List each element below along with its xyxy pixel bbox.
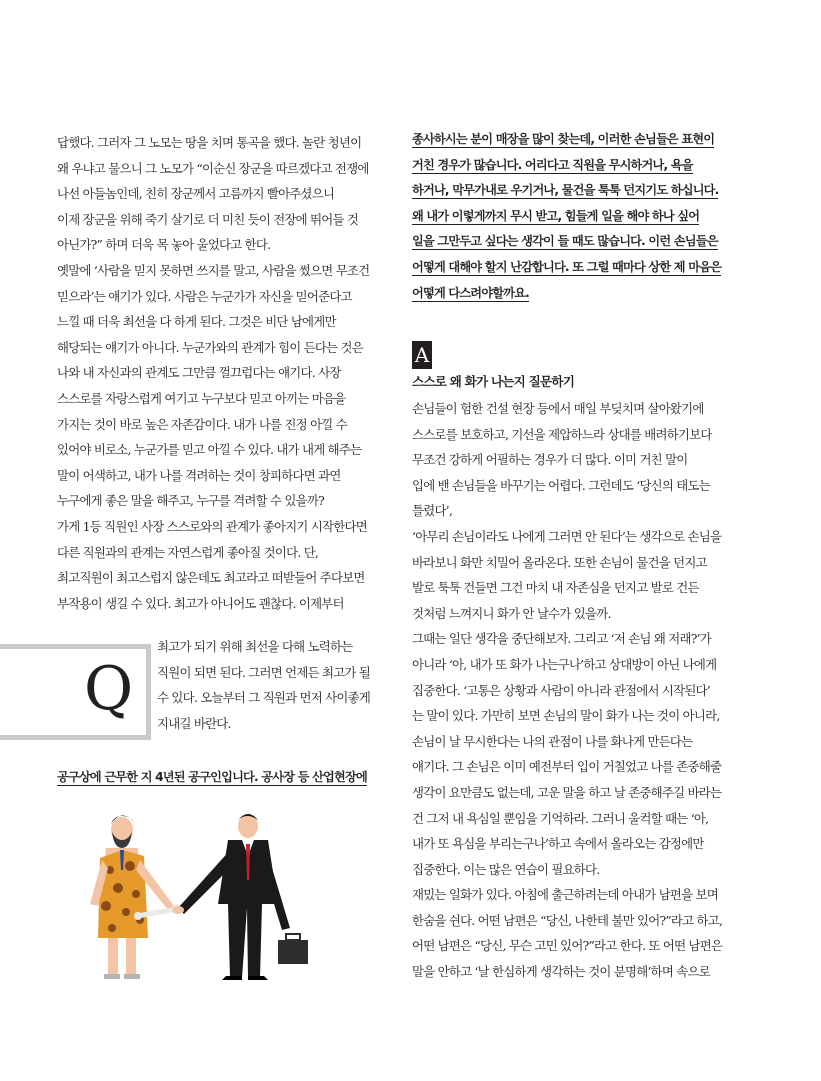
next-question (57, 768, 367, 794)
question-line (412, 284, 742, 310)
text-line: 재밌는 일화가 있다. 아침에 출근하려는데 아내가 남편을 보며 (412, 887, 718, 903)
text-line: 다른 직원과의 관계는 자연스럽게 좋아질 것이다. 단, (57, 544, 319, 560)
caveman-figure (90, 815, 180, 979)
question-line (412, 232, 742, 258)
q-letter: Q (80, 654, 137, 724)
text-line: 누구에게 좋은 말을 해주고, 누구를 격려할 수 있을까? (57, 493, 325, 509)
question-line (412, 156, 742, 182)
text-line: 가지는 것이 바로 높은 자존감이다. 내가 나를 진정 아낄 수 (57, 416, 347, 432)
text-line: ‘아무리 손님이라도 나에게 그러면 안 된다’는 생각으로 손님을 (412, 528, 722, 544)
businessman-figure (172, 814, 308, 980)
text-line: 이제 장군을 위해 죽기 살기로 더 미친 듯이 전장에 뛰어들 것 (57, 211, 359, 227)
text-line: 입에 밴 손님들을 바꾸기는 어렵다. 그런데도 ‘당신의 태도는 (412, 477, 710, 493)
text-line: 말이 어색하고, 내가 나를 격려하는 것이 창피하다면 과연 (57, 467, 341, 483)
text-line: 나와 내 자신과의 관계도 그만큼 껄끄럽다는 얘기다. 사장 (57, 365, 341, 381)
answer-body (412, 396, 722, 985)
left-paragraph-3 (57, 514, 387, 616)
left-paragraph-2 (57, 258, 387, 514)
question-text: 어떻게 다스려야할까요. (412, 285, 530, 300)
text-line: 그때는 일단 생각을 중단해보자. 그리고 ‘저 손님 왜 저래?’가 (412, 631, 712, 647)
right-column-question (412, 130, 742, 309)
left-column (57, 130, 387, 616)
text-line: 손님이 날 무시한다는 나의 관점이 나를 화나게 만든다는 (412, 733, 693, 749)
answer-letter: A (412, 341, 432, 369)
text-line: 건 그저 내 욕심일 뿐임을 기억하라. 그러니 울컥할 때는 ‘아, (412, 810, 709, 826)
text-line: 얘기다. 그 손님은 이미 예전부터 입이 거칠었고 나를 존중해줄 (412, 759, 722, 775)
question-text: 하거나, 막무가내로 우기거나, 물건을 툭툭 던지기도 하십니다. (412, 183, 719, 198)
text-line: 어떤 남편은 “당신, 무슨 고민 있어?”라고 한다. 또 어떤 남편은 (412, 938, 723, 954)
text-line: 내가 또 욕심을 부리는구나’하고 속에서 올라오는 감정에만 (412, 836, 704, 852)
q-box (0, 644, 150, 734)
q-box-text (157, 634, 387, 736)
text-line: 바라보니 화만 치밀어 올라온다. 또한 손님이 물건을 던지고 (412, 554, 707, 570)
left-paragraph-1 (57, 130, 387, 258)
text-line: 가게 1등 직원인 사장 스스로와의 관계가 좋아지기 시작한다면 (57, 518, 367, 534)
text-line: 직원이 되면 된다. 그러면 언제든 최고가 될 (157, 664, 371, 680)
text-line: 집중한다. ‘고통은 상황과 사람이 아니라 관점에서 시작된다’ (412, 682, 710, 698)
answer-heading: 스스로 왜 화가 나는지 질문하기 (412, 374, 575, 389)
text-line: 최고가 되기 위해 최선을 다해 노력하는 (157, 639, 353, 654)
text-line: 해당되는 얘기가 아니다. 누군가와의 관계가 힘이 든다는 것은 (57, 339, 363, 355)
question-text: 왜 내가 이렇게까지 무시 받고, 힘들게 일을 해야 하나 싶어 (412, 208, 700, 223)
question-line (412, 130, 742, 156)
text-line: 말을 안하고 ‘날 한심하게 생각하는 것이 분명해’하며 속으로 (412, 964, 710, 980)
text-line: 느낄 때 더욱 최선을 다 하게 된다. 그것은 비단 남에게만 (57, 314, 336, 330)
question-line (412, 207, 742, 233)
text-line: 답했다. 그러자 그 노모는 땅을 치며 통곡을 했다. 놀란 청년이 (57, 135, 362, 150)
question-text: 거친 경우가 많습니다. 어리다고 직원을 무시하거나, 욕을 (412, 157, 693, 172)
text-line: 옛말에 ‘사람을 믿지 못하면 쓰지를 말고, 사람을 썼으면 무조건 (57, 262, 370, 278)
text-line: 한숨을 쉰다. 어떤 남편은 “당신, 나한테 불만 있어?”라고 하고, (412, 912, 723, 928)
caveman-businessman-handshake-illustration (82, 808, 322, 980)
text-line: 나선 아들놈인데, 친히 장군께서 고름까지 빨아주셨으니 (57, 186, 335, 202)
question-line (412, 258, 742, 284)
text-line: 손님들이 험한 건설 현장 등에서 매일 부딪치며 살아왔기에 (412, 401, 704, 416)
text-line: 수 있다. 오늘부터 그 직원과 먼저 사이좋게 (157, 690, 371, 706)
text-line: 아닌가?” 하며 더욱 목 놓아 울었다고 한다. (57, 237, 271, 253)
question-text: 일을 그만두고 싶다는 생각이 들 때도 많습니다. 이런 손님들은 (412, 234, 718, 249)
text-line: 아니라 ‘아, 내가 또 화가 나는구나’하고 상대방이 아닌 나에게 (412, 656, 717, 672)
text-line: 생각이 요만큼도 없는데, 고운 말을 하고 날 존중해주길 바라는 (412, 784, 722, 800)
text-line: 최고직원이 최고스럽지 않은데도 최고라고 떠받들어 주다보면 (57, 570, 365, 586)
text-line: 는 말이 있다. 가만히 보면 손님의 말이 화가 나는 것이 아니라, (412, 708, 720, 724)
question-line (412, 181, 742, 207)
text-line: 집중한다. 이는 많은 연습이 필요하다. (412, 861, 600, 877)
text-line: 부작용이 생길 수 있다. 최고가 아니어도 괜찮다. 이제부터 (57, 595, 344, 611)
text-line: 왜 우냐고 물으니 그 노모가 “이순신 장군을 따르겠다고 전쟁에 (57, 160, 369, 176)
text-line: 지내길 바란다. (157, 715, 231, 731)
text-line: 있어야 비로소, 누군가를 믿고 아낄 수 있다. 내가 내게 해주는 (57, 442, 362, 458)
text-line: 스스로를 자랑스럽게 여기고 누구보다 믿고 아끼는 마음을 (57, 390, 346, 406)
text-line: 틀렸다’, (412, 503, 453, 519)
text-line: 것처럼 느껴지니 화가 안 날수가 있을까. (412, 605, 611, 621)
question-text: 어떻게 대해야 할지 난감합니다. 또 그럴 때마다 상한 제 마음은 (412, 259, 722, 274)
question-text: 종사하시는 분이 매장을 많이 찾는데, 이러한 손님들은 표현이 (412, 132, 715, 146)
text-line: 무조건 강하게 어필하는 경우가 더 많다. 이미 거친 말이 (412, 452, 688, 468)
text-line: 믿으라’는 얘기가 있다. 사람은 누군가가 자신을 믿어준다고 (57, 288, 352, 304)
question-text: 공구상에 근무한 지 4년된 공구인입니다. 공사장 등 산업현장에 (57, 770, 367, 784)
question-line (57, 768, 367, 794)
text-line: 발로 툭툭 건들면 그건 마치 내 자존심을 던지고 발로 건든 (412, 580, 699, 596)
text-line: 스스로를 보호하고, 기선을 제압하느라 상대를 배려하기보다 (412, 426, 712, 442)
